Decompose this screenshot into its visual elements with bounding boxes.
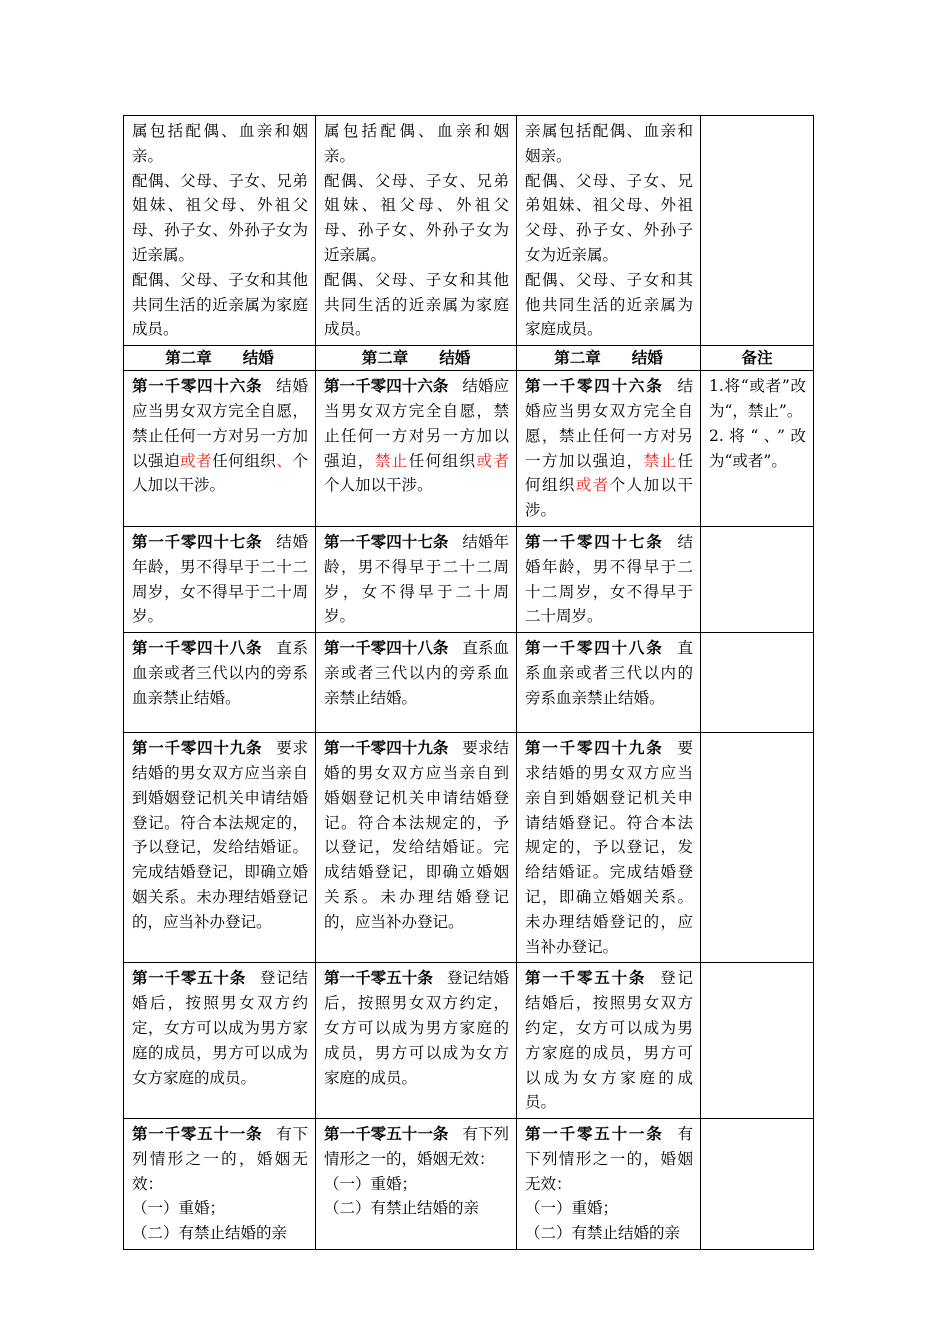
cell-col3 <box>517 733 701 963</box>
article-text: 要求结婚的男女双方应当亲自到婚姻登记机关申请结婚登记。符合本法规定的，予以登记，发给结婚证。完成结婚登记，即确立婚姻关系。未办理结婚登记的，应当补办登记。 <box>132 739 308 931</box>
paragraph: 配偶、父母、子女、兄弟姐妹、祖父母、外祖父母、孙子女、外孙子女为近亲属。 <box>525 171 693 264</box>
cell-col2 <box>316 526 517 632</box>
chapter-number: 第二章 <box>165 348 212 368</box>
chapter-name: 结婚 <box>631 348 663 368</box>
article-text: 登记结婚后，按照男女双方约定，女方可以成为男方家庭的成员，男方可以成为女方家庭的成员。 <box>132 969 308 1087</box>
paragraph: 属包括配偶、血亲和姻亲。 <box>324 122 509 165</box>
article-title: 第一千零四十七条 <box>525 531 664 551</box>
article-text: 任何组织 <box>525 451 693 495</box>
table-row <box>124 371 814 527</box>
list-item: （二）有禁止结婚的亲 <box>132 1224 288 1243</box>
cell-note <box>701 116 814 346</box>
article-text: 结婚应当男女双方完全自愿，禁止任何一方对另一方加以强迫， <box>525 377 693 470</box>
article-text: 登记结婚后，按照男女双方约定，女方可以成为男方家庭的成员，男方可以成为女方家庭的成员。 <box>324 969 509 1087</box>
cell-col1 <box>124 1119 316 1250</box>
cell-note <box>701 733 814 963</box>
article-text: 结婚年龄，男不得早于二十二周岁，女不得早于二十周岁。 <box>525 532 693 626</box>
chapter-number: 第二章 <box>554 348 601 368</box>
cell-note <box>701 526 814 632</box>
note-header: 备注 <box>701 346 814 371</box>
article-text: 直系血亲或者三代以内的旁系血亲禁止结婚。 <box>324 639 509 707</box>
article-text: 要求结婚的男女双方应当亲自到婚姻登记机关申请结婚登记。符合本法规定的，予以登记，发给结婚证。完成结婚登记，即确立婚姻关系。未办理结婚登记的，应当补办登记。 <box>525 739 693 956</box>
list-item: （一）重婚； <box>525 1199 619 1218</box>
paragraph: 配偶、父母、子女和其他共同生活的近亲属为家庭成员。 <box>525 270 693 339</box>
comparison-table <box>123 115 814 1250</box>
article-text: 直系血亲或者三代以内的旁系血亲禁止结婚。 <box>525 639 693 707</box>
chapter-heading <box>124 346 316 371</box>
article-text: 有下列情形之一的，婚姻无效： <box>525 1125 693 1193</box>
chapter-header-row <box>124 346 814 371</box>
cell-note <box>701 371 814 527</box>
chapter-heading <box>316 346 517 371</box>
cell-note <box>701 1119 814 1250</box>
cell-col3 <box>517 371 701 527</box>
list-item: （二）有禁止结婚的亲 <box>525 1224 681 1243</box>
article-title: 第一千零四十九条 <box>132 738 263 758</box>
article-text: 个人加以干涉。 <box>132 451 308 495</box>
article-text: 结婚应当男女双方完全自愿，禁止任何一方对另一方加以强迫， <box>324 377 509 470</box>
table-row <box>124 633 814 733</box>
chapter-name: 结婚 <box>242 348 274 368</box>
cell-col2 <box>316 633 517 733</box>
article-title: 第一千零四十八条 <box>324 638 449 658</box>
article-text: 结婚应当男女双方完全自愿，禁止任何一方对另一方加以强迫 <box>132 377 308 470</box>
list-item: （二）有禁止结婚的亲 <box>324 1199 480 1218</box>
chapter-number: 第二章 <box>361 348 409 368</box>
chapter-name: 结婚 <box>439 348 471 368</box>
article-text: 结婚年龄，男不得早于二十二周岁，女不得早于二十周岁。 <box>132 532 308 626</box>
cell-note <box>701 963 814 1119</box>
highlight-text: 禁止 <box>643 451 678 470</box>
article-title: 第一千零四十六条 <box>324 376 449 396</box>
paragraph: 配偶、父母、子女、兄弟姐妹、祖父母、外祖父母、孙子女、外孙子女为近亲属。 <box>324 171 509 264</box>
highlight-text: 禁止 <box>374 451 409 470</box>
article-text: 个人加以干涉。 <box>525 476 693 520</box>
article-text: 结婚年龄，男不得早于二十二周岁，女不得早于二十周岁。 <box>324 532 509 626</box>
cell-note <box>701 633 814 733</box>
table-row <box>124 733 814 963</box>
cell-col2 <box>316 116 517 346</box>
article-text: 有下列情形之一的，婚姻无效： <box>132 1125 308 1193</box>
cell-col2 <box>316 963 517 1119</box>
cell-col2 <box>316 1119 517 1250</box>
paragraph: 亲属包括配偶、血亲和姻亲。 <box>525 122 693 165</box>
article-title: 第一千零四十六条 <box>525 376 664 396</box>
article-title: 第一千零四十七条 <box>324 531 449 551</box>
cell-col3 <box>517 526 701 632</box>
table-row <box>124 116 814 346</box>
cell-col3 <box>517 633 701 733</box>
paragraph: 配偶、父母、子女和其他共同生活的近亲属为家庭成员。 <box>324 270 509 339</box>
article-title: 第一千零五十一条 <box>132 1124 263 1144</box>
cell-col2 <box>316 371 517 527</box>
note-item: 1.将“或者”改为“，禁止”。 <box>709 377 806 420</box>
article-text: 有下列情形之一的，婚姻无效： <box>324 1125 509 1168</box>
paragraph: 配偶、父母、子女和其他共同生活的近亲属为家庭成员。 <box>132 270 308 339</box>
cell-col1 <box>124 633 316 733</box>
cell-col1 <box>124 963 316 1119</box>
chapter-heading <box>517 346 701 371</box>
cell-col1 <box>124 526 316 632</box>
article-title: 第一千零四十八条 <box>525 638 664 658</box>
cell-col3 <box>517 1119 701 1250</box>
paragraph: 配偶、父母、子女、兄弟姐妹、祖父母、外祖父母、孙子女、外孙子女为近亲属。 <box>132 171 308 264</box>
article-text: 登记结婚后，按照男女双方约定，女方可以成为男方家庭的成员，男方可以成为女方家庭的成员。 <box>525 969 693 1112</box>
article-title: 第一千零五十条 <box>525 968 647 988</box>
article-title: 第一千零四十七条 <box>132 531 263 551</box>
cell-col3 <box>517 116 701 346</box>
cell-col1 <box>124 371 316 527</box>
table-row <box>124 963 814 1119</box>
article-text: 直系血亲或者三代以内的旁系血亲禁止结婚。 <box>132 639 308 707</box>
table-row <box>124 526 814 632</box>
article-title: 第一千零四十九条 <box>525 738 664 758</box>
article-title: 第一千零五十一条 <box>324 1124 449 1144</box>
paragraph: 属包括配偶、血亲和姻亲。 <box>132 122 308 165</box>
article-text: 任何组织 <box>212 451 277 470</box>
article-text: 个人加以干涉。 <box>324 476 433 495</box>
highlight-text: 或者 <box>180 451 213 470</box>
highlight-text: 、 <box>276 451 293 470</box>
article-title: 第一千零五十条 <box>132 968 246 988</box>
cell-col2 <box>316 733 517 963</box>
highlight-text: 或者 <box>476 451 509 470</box>
article-title: 第一千零五十条 <box>324 968 433 988</box>
article-title: 第一千零五十一条 <box>525 1124 664 1144</box>
cell-col3 <box>517 963 701 1119</box>
note-item: 2.将“、”改为“或者”。 <box>709 426 806 470</box>
table-row <box>124 1119 814 1250</box>
cell-col1 <box>124 116 316 346</box>
article-title: 第一千零四十八条 <box>132 638 263 658</box>
article-title: 第一千零四十九条 <box>324 738 449 758</box>
highlight-text: 或者 <box>575 476 610 495</box>
article-text: 要求结婚的男女双方应当亲自到婚姻登记机关申请结婚登记。符合本法规定的，予以登记，发给结婚证。完成结婚登记，即确立婚姻关系。未办理结婚登记的，应当补办登记。 <box>324 739 509 931</box>
article-text: 任何组织 <box>408 451 477 470</box>
cell-col1 <box>124 733 316 963</box>
list-item: （一）重婚； <box>132 1199 226 1218</box>
article-title: 第一千零四十六条 <box>132 376 263 396</box>
list-item: （一）重婚； <box>324 1174 418 1193</box>
